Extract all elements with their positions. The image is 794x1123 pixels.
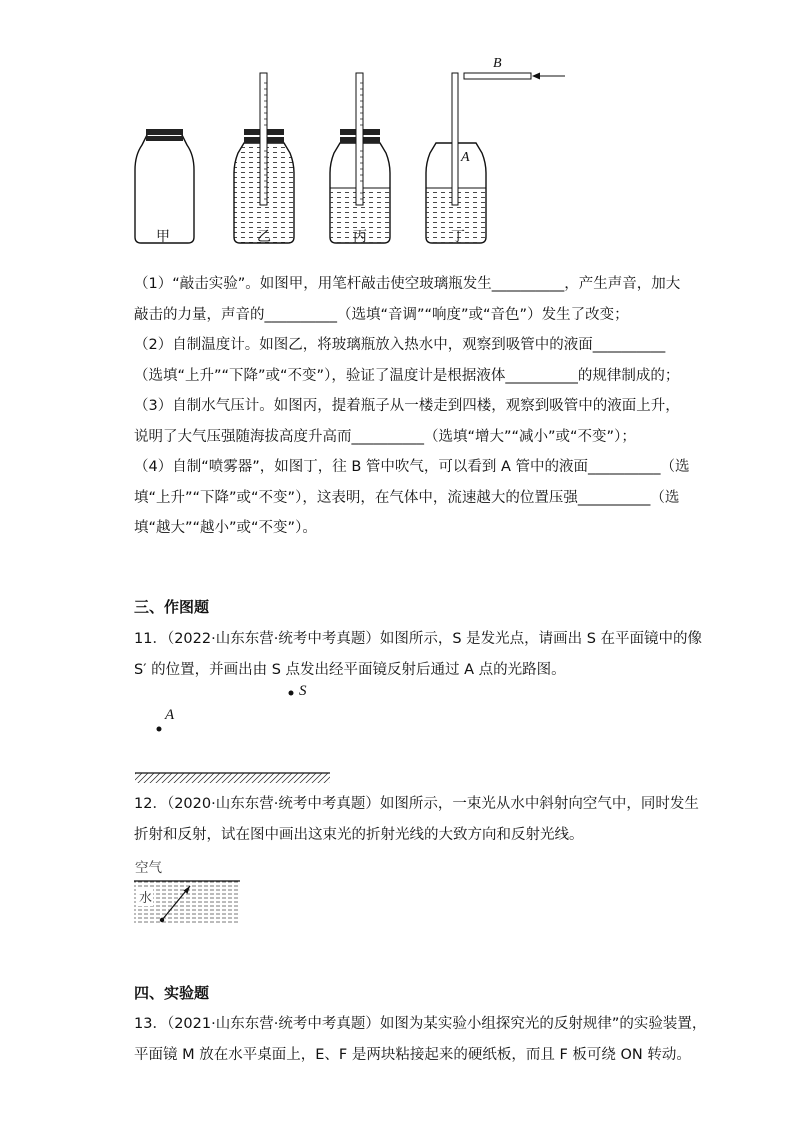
label-a: A	[165, 707, 175, 723]
bottle-bing	[330, 73, 390, 243]
q10-line: （4）自制“喷雾器”，如图丁，往 B 管中吹气，可以看到 A 管中的液面__________（选	[134, 459, 690, 475]
label-yi: 乙	[257, 229, 271, 245]
point-s	[289, 691, 294, 696]
q11-line: 11．（2022·山东东营·统考中考真题）如图所示，S 是发光点，请画出 S 在平面镜中的像	[134, 631, 703, 647]
q11-text	[134, 624, 703, 685]
q10-line: 填“越大”“越小”或“不变”）。	[134, 520, 317, 536]
q12-line: 折射和反射，试在图中画出这束光的折射光线的大致方向和反射光线。	[134, 826, 584, 843]
q10-line: （1）“敲击实验”。如图甲，用笔杆敲击使空玻璃瓶发生__________，产生声音，加大	[134, 276, 681, 292]
q11-line: S′ 的位置，并画出由 S 点发出经平面镜反射后通过 A 点的光路图。	[134, 661, 566, 678]
label-ding: 丁	[451, 229, 465, 245]
q10-line: 说明了大气压强随海拔高度升高而__________（选填“增大”“减小”或“不变”）；	[134, 428, 636, 445]
label-s: S	[299, 683, 307, 699]
q11-mirror-figure	[130, 680, 350, 790]
q10-line: （选填“上升”“下降”或“不变”），验证了温度计是根据液体__________的规律制成的；	[134, 367, 680, 384]
bottle-ding	[426, 73, 565, 244]
label-jia: 甲	[156, 229, 170, 245]
q12-line: 12．（2020·山东东营·统考中考真题）如图所示，一束光从水中斜射向空气中，同时发生	[134, 796, 699, 812]
label-air: 空气	[135, 860, 162, 876]
q10-line: （3）自制水气压计。如图丙，提着瓶子从一楼走到四楼，观察到吸管中的液面上升，	[134, 398, 680, 414]
q13-line: 13．（2021·山东东营·统考中考真题）如图为某实验小组探究光的反射规律”的实验装置，	[134, 1016, 707, 1032]
section-heading-drawing: 三、作图题	[134, 598, 210, 616]
q13-text	[134, 1009, 707, 1070]
bottles-figure	[120, 55, 580, 250]
label-tube-b: B	[493, 56, 502, 71]
point-a	[157, 727, 162, 732]
q10-text	[134, 269, 690, 544]
q10-line: （2）自制温度计。如图乙，将玻璃瓶放入热水中，观察到吸管中的液面__________	[134, 337, 666, 353]
q10-line: 敲击的力量，声音的__________（选填“音调”“响度”或“音色”）发生了改变；	[134, 306, 629, 323]
label-bing: 丙	[353, 229, 367, 245]
label-water: 水	[138, 887, 153, 906]
label-tube-a: A	[461, 150, 470, 165]
q12-text	[134, 789, 699, 850]
section-heading-experiment: 四、实验题	[134, 984, 210, 1002]
q13-line: 平面镜 M 放在水平桌面上，E、F 是两块粘接起来的硬纸板，而且 F 板可绕 ON 转动。	[134, 1046, 691, 1063]
q10-line: 填“上升”“下降”或“不变”），这表明，在气体中，流速越大的位置压强__________（选	[134, 489, 680, 506]
bottle-yi	[234, 73, 294, 243]
